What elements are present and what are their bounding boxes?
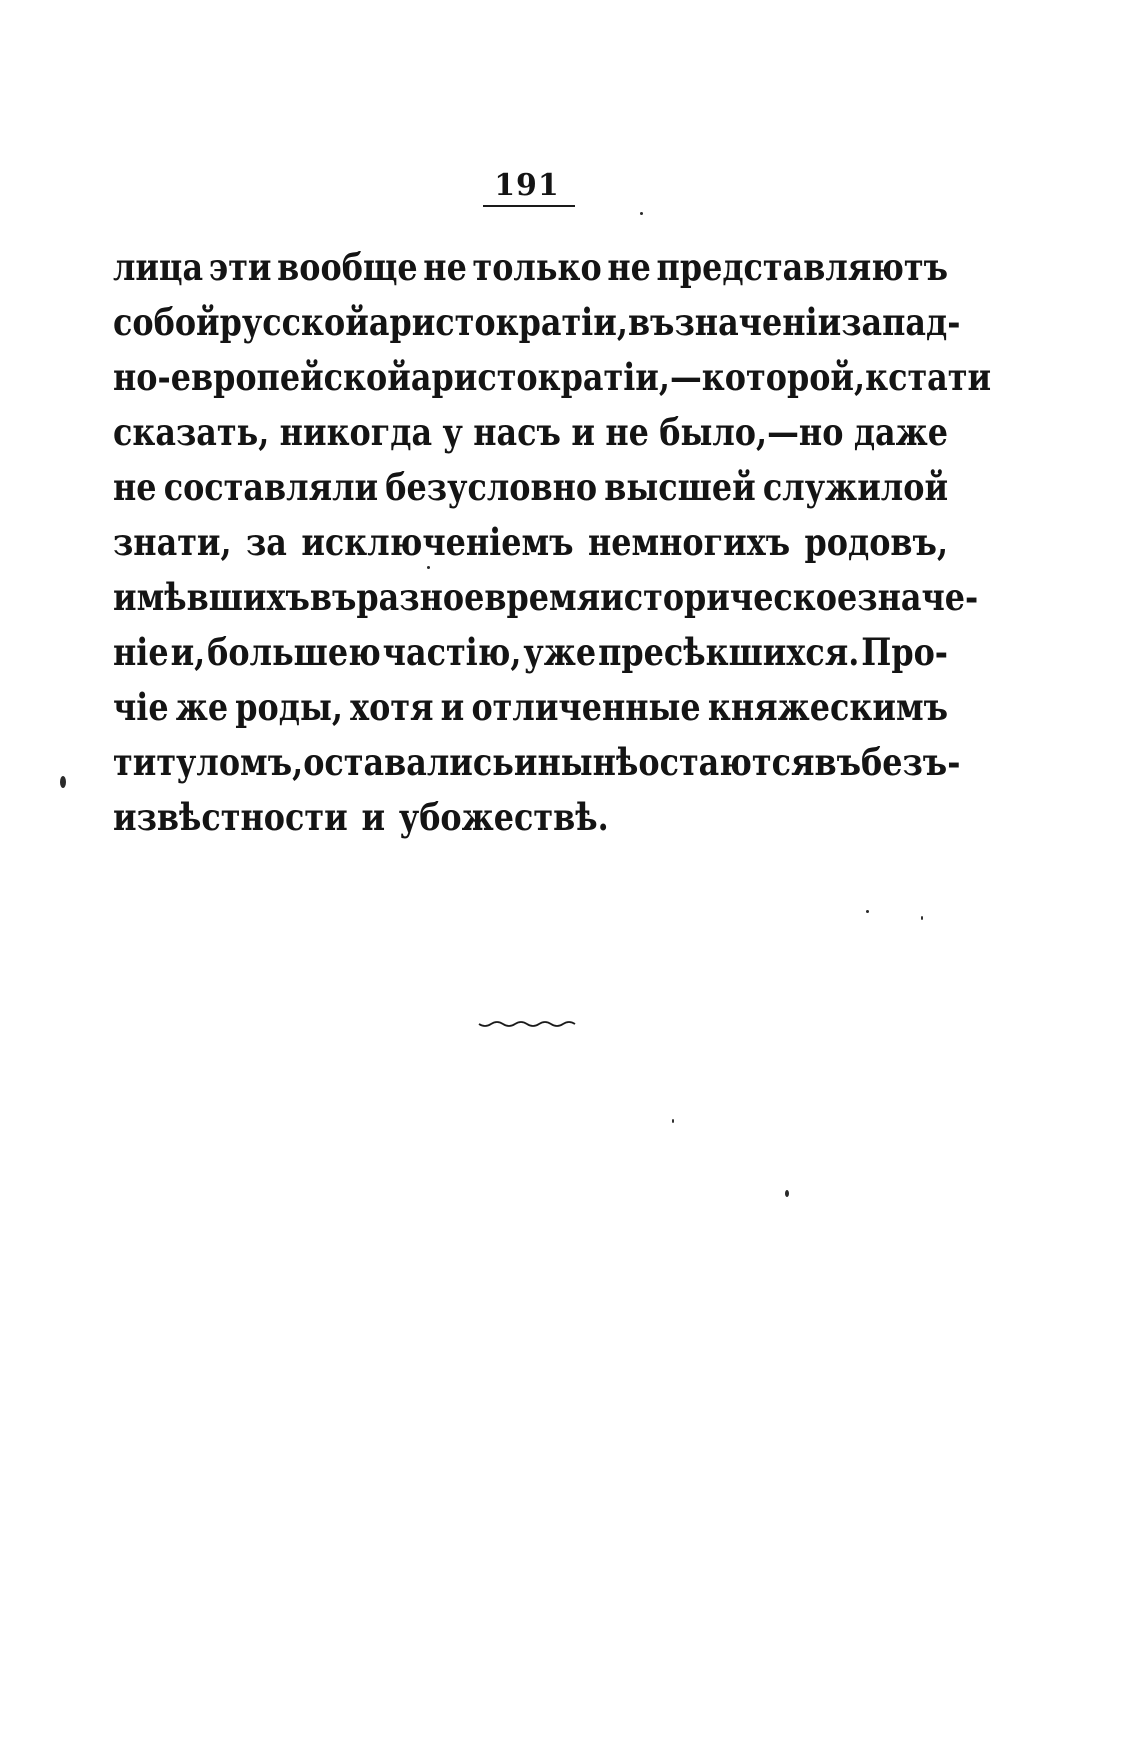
word: безъ- <box>861 740 961 784</box>
word: собой <box>113 300 220 344</box>
word: въ <box>814 740 862 784</box>
word: представляютъ <box>656 245 949 289</box>
text-line <box>113 570 979 625</box>
word: отличенные <box>471 685 701 729</box>
print-speck <box>785 1190 789 1197</box>
word: время <box>484 575 601 619</box>
word: вообще <box>277 245 418 289</box>
word: у <box>442 410 463 454</box>
text-line <box>113 625 948 680</box>
word: насъ <box>473 410 561 454</box>
text-line <box>113 460 948 515</box>
text-line <box>113 405 948 460</box>
word: эти <box>208 245 272 289</box>
word: исключеніемъ <box>301 520 574 564</box>
word: хотя <box>350 685 434 729</box>
word: историческое <box>600 575 858 619</box>
word: роды, <box>235 685 343 729</box>
word: чіе <box>113 685 169 729</box>
word: не <box>423 245 467 289</box>
word: титуломъ, <box>113 740 304 784</box>
word: и <box>440 685 465 729</box>
body-text <box>113 240 992 845</box>
word: не <box>113 465 157 509</box>
word: же <box>175 685 229 729</box>
word: большею <box>207 630 381 674</box>
word: въ <box>309 575 357 619</box>
print-speck <box>866 910 869 913</box>
page-number-rule <box>483 205 575 207</box>
word: и, <box>170 630 206 674</box>
word: сказать, <box>113 410 270 454</box>
print-speck <box>672 1119 674 1123</box>
word: значе- <box>857 575 979 619</box>
end-ornament <box>477 1014 577 1034</box>
text-line <box>113 680 948 735</box>
word: запад- <box>841 300 961 344</box>
word: не <box>605 410 649 454</box>
word: значеніи <box>674 300 842 344</box>
word: немногихъ <box>587 520 791 564</box>
word: въ <box>627 300 675 344</box>
word: служилой <box>762 465 949 509</box>
word: разное <box>356 575 485 619</box>
word: русской <box>219 300 369 344</box>
word: безусловно <box>385 465 598 509</box>
word: уже <box>523 630 597 674</box>
word: составляли <box>163 465 379 509</box>
word: лица <box>113 245 204 289</box>
word: извѣстности <box>113 795 348 839</box>
word: и <box>513 740 538 784</box>
page-number: 191 <box>494 168 560 203</box>
word: Про- <box>861 630 949 674</box>
text-line <box>113 295 961 350</box>
word: за <box>246 520 287 564</box>
word: пресѣкшихся. <box>598 630 860 674</box>
print-speck <box>60 776 66 788</box>
word: имѣвшихъ <box>113 575 310 619</box>
word: ніе <box>113 630 169 674</box>
print-speck <box>427 566 430 569</box>
print-speck <box>921 916 923 920</box>
print-speck <box>640 212 643 215</box>
word: только <box>472 245 602 289</box>
word: высшей <box>604 465 756 509</box>
text-line <box>113 790 948 845</box>
word: остаются <box>638 740 815 784</box>
word: но-европейской <box>113 355 411 399</box>
word: частію, <box>382 630 522 674</box>
word: аристократіи, <box>368 300 628 344</box>
text-line <box>113 240 948 295</box>
word: княжескимъ <box>707 685 949 729</box>
word: не <box>607 245 651 289</box>
word: убожествѣ. <box>398 795 609 839</box>
word: родовъ, <box>804 520 949 564</box>
word: нынѣ <box>537 740 639 784</box>
word: было,—но <box>659 410 844 454</box>
text-line <box>113 350 992 405</box>
word: никогда <box>279 410 433 454</box>
text-line <box>113 515 948 570</box>
text-line <box>113 735 961 790</box>
word: и <box>571 410 595 454</box>
word: знати, <box>113 520 232 564</box>
word: даже <box>853 410 949 454</box>
word: и <box>361 795 386 839</box>
word: кстати <box>865 355 992 399</box>
word: оставались <box>303 740 514 784</box>
word: аристократіи,—которой, <box>410 355 866 399</box>
